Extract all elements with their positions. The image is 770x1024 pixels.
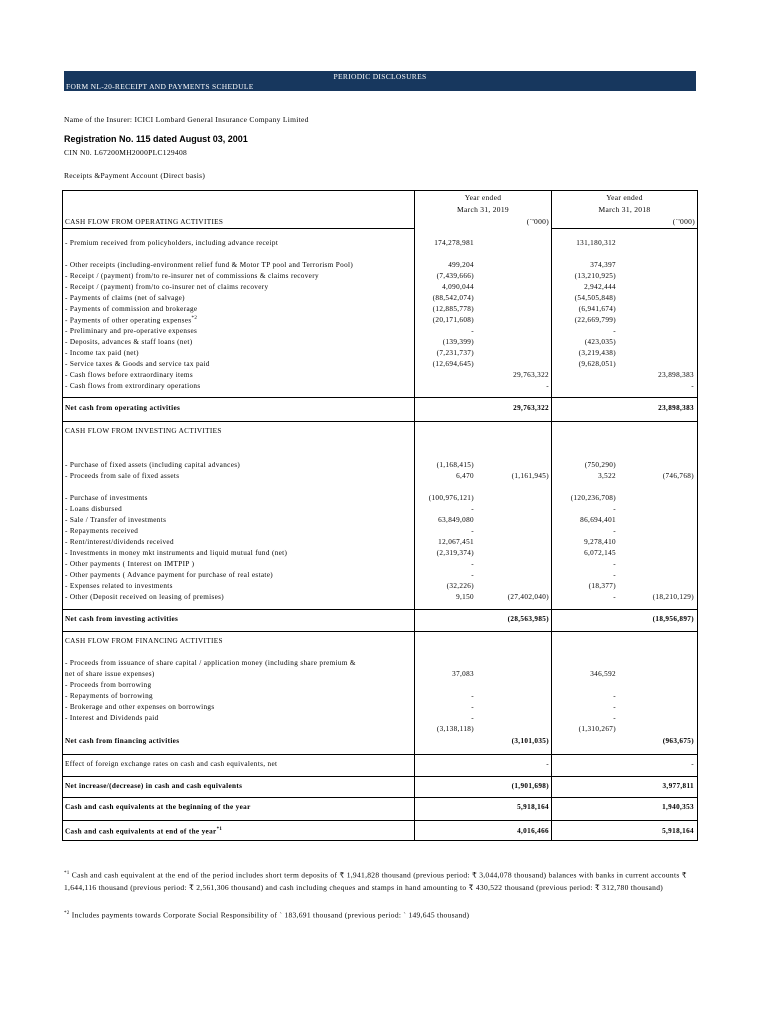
col-a-date: March 31, 2019 [457, 205, 509, 214]
cell-2018-total: 3,977,811 [662, 782, 694, 790]
table-row [63, 218, 697, 228]
cell-2019-detail: 4,090,044 [442, 283, 474, 291]
table-row [63, 782, 697, 792]
cell-2018-total: - [691, 760, 694, 768]
cell-2018-detail: (423,035) [584, 338, 616, 346]
cell-2018-detail: (9,628,051) [578, 360, 616, 368]
col-b-date: March 31, 2018 [598, 205, 651, 214]
footnote-2 [64, 908, 704, 922]
table-row [63, 505, 697, 515]
row-label: - Proceeds from issuance of share capital / application money (including share premium & [65, 659, 356, 667]
cell-2018-total: - [691, 382, 694, 390]
cell-2018-detail: 346,592 [590, 670, 616, 678]
cell-2019-total: (27,402,040) [507, 593, 549, 601]
table-row [63, 637, 697, 647]
row-label: Net cash from operating activities [65, 404, 181, 412]
row-label: - Repayments of borrowing [65, 692, 153, 700]
cell-2018-detail: 9,278,410 [584, 538, 616, 546]
col-b-unit: (`'000) [672, 217, 695, 226]
cell-2018-detail: (120,236,708) [570, 494, 616, 502]
cell-2019-detail: 37,083 [452, 670, 474, 678]
cell-2019-detail: - [471, 692, 474, 700]
row-label: - Loans disbursed [65, 505, 123, 513]
row-label: - Interest and Dividends paid [65, 714, 159, 722]
row-label: - Premium received from policyholders, including advance receipt [65, 239, 279, 247]
row-label: - Payments of claims (net of salvage) [65, 294, 185, 302]
cell-2019-detail: - [471, 571, 474, 579]
cell-2019-total: (3,101,035) [511, 737, 549, 745]
cell-2019-detail: (2,319,374) [436, 549, 474, 557]
cell-2019-detail: 63,849,080 [438, 516, 474, 524]
cell-2019-total: 29,763,322 [513, 371, 549, 379]
row-label: - Sale / Transfer of investments [65, 516, 167, 524]
table-row [63, 571, 697, 581]
cell-2018-total: 23,898,383 [658, 371, 694, 379]
cell-2018-detail: - [613, 527, 616, 535]
row-label: - Proceeds from sale of fixed assets [65, 472, 180, 480]
table-row [63, 582, 697, 592]
row-label: - Receipt / (payment) from/to co-insurer net of claims recovery [65, 283, 269, 291]
cin-number: CIN N0. L67200MH2000PLC129408 [64, 148, 188, 157]
table-row [63, 327, 697, 337]
cell-2018-total: (746,768) [662, 472, 694, 480]
footnote-mark: *2 [191, 316, 198, 321]
insurer-name: Name of the Insurer: ICICI Lombard General Insurance Company Limited [64, 115, 309, 124]
cell-2018-detail: - [613, 703, 616, 711]
cell-2018-detail: 3,522 [598, 472, 616, 480]
cell-2018-detail: (13,210,925) [574, 272, 616, 280]
footnote-1-mark: *1 [64, 871, 70, 876]
row-label: Net cash from financing activities [65, 737, 180, 745]
row-label: - Other receipts (including-environment relief fund & Motor TP pool and Terrorism Pool) [65, 261, 354, 269]
row-label: - Cash flows before extraordinary items [65, 371, 194, 379]
row-label: - Cash flows from extrordinary operations [65, 382, 201, 390]
cell-2018-total: (18,956,897) [652, 615, 694, 623]
cell-2019-detail: (100,976,121) [428, 494, 474, 502]
account-title: Receipts &Payment Account (Direct basis) [64, 171, 206, 180]
cell-2018-detail: 2,942,444 [584, 283, 616, 291]
cell-2018-detail: 131,180,312 [576, 239, 616, 247]
table-row [63, 261, 697, 271]
cell-2019-detail: - [471, 714, 474, 722]
table-row [63, 382, 697, 392]
receipts-payments-table [62, 190, 698, 841]
cell-2019-detail: (12,885,778) [432, 305, 474, 313]
row-label: Cash and cash equivalents at the beginning of the year [65, 803, 251, 811]
cell-2019-detail: 6,470 [456, 472, 474, 480]
table-row [63, 494, 697, 504]
cell-2019-total: 5,918,164 [517, 803, 549, 811]
table-row [63, 404, 697, 414]
row-label: - Income tax paid (net) [65, 349, 139, 357]
cell-2018-detail: 374,397 [590, 261, 616, 269]
row-label: net of share issue expenses) [65, 670, 155, 678]
row-label: - Investments in money mkt instruments and liquid mutual fund (net) [65, 549, 288, 557]
row-label: CASH FLOW FROM OPERATING ACTIVITIES [65, 218, 224, 226]
row-label: - Purchase of investments [65, 494, 148, 502]
cell-2019-detail: (88,542,074) [432, 294, 474, 302]
cell-2018-detail: - [613, 714, 616, 722]
cell-2018-total: 1,940,353 [662, 803, 694, 811]
cell-2019-detail: (7,439,666) [436, 272, 474, 280]
header-banner [64, 71, 696, 91]
table-row [63, 360, 697, 370]
table-row [63, 737, 697, 747]
table-row [63, 827, 697, 837]
table-row [63, 681, 697, 691]
cell-2018-detail: (3,219,438) [578, 349, 616, 357]
row-label: - Purchase of fixed assets (including capital advances) [65, 461, 241, 469]
cell-2018-detail: - [613, 593, 616, 601]
row-label: - Receipt / (payment) from/to re-insurer net of commissions & claims recovery [65, 272, 319, 280]
col-b-year: Year ended [606, 193, 643, 202]
row-label: - Repayments received [65, 527, 139, 535]
table-row [63, 725, 697, 735]
cell-2019-total: (28,563,985) [507, 615, 549, 623]
cell-2019-detail: 499,204 [448, 261, 474, 269]
cell-2019-total: (1,901,698) [511, 782, 549, 790]
row-label: - Other (Deposit received on leasing of premises) [65, 593, 225, 601]
table-row [63, 549, 697, 559]
row-label: Cash and cash equivalents at end of the year$^{*1}$ [65, 827, 223, 836]
footnote-2-mark: *2 [64, 911, 70, 916]
row-label: CASH FLOW FROM FINANCING ACTIVITIES [65, 637, 223, 645]
footnote-mark: *1 [216, 827, 223, 832]
table-row [63, 803, 697, 813]
cell-2019-detail: 9,150 [456, 593, 474, 601]
cell-2019-detail: (12,694,645) [432, 360, 474, 368]
cell-2019-detail: (32,226) [446, 582, 474, 590]
row-label: - Deposits, advances & staff loans (net) [65, 338, 193, 346]
row-label: - Proceeds from borrowing [65, 681, 152, 689]
table-row [63, 283, 697, 293]
cell-2018-detail: (6,941,674) [578, 305, 616, 313]
table-row [63, 538, 697, 548]
table-row [63, 516, 697, 526]
row-label: Net cash from investing activities [65, 615, 179, 623]
cell-2018-detail: - [613, 560, 616, 568]
cell-2018-detail: (22,669,799) [574, 316, 616, 324]
row-label: - Payments of other operating expenses$^{*2}$ [65, 316, 198, 325]
cell-2019-detail: (3,138,118) [436, 725, 474, 733]
banner-title: PERIODIC DISCLOSURES [333, 72, 427, 81]
row-label: - Preliminary and pre-operative expenses [65, 327, 198, 335]
row-label: - Payments of commission and brokerage [65, 305, 198, 313]
cell-2018-detail: (1,310,267) [578, 725, 616, 733]
cell-2019-total: - [546, 760, 549, 768]
table-row [63, 472, 697, 482]
cell-2019-detail: (1,168,415) [436, 461, 474, 469]
table-row [63, 461, 697, 471]
table-row [63, 760, 697, 770]
table-row [63, 615, 697, 625]
table-row [63, 239, 697, 249]
row-label: - Service taxes & Goods and service tax paid [65, 360, 210, 368]
cell-2019-total: 29,763,322 [513, 404, 549, 412]
table-row [63, 338, 697, 348]
table-row [63, 305, 697, 315]
cell-2019-detail: - [471, 505, 474, 513]
footnote-1-text: Cash and cash equivalent at the end of the period includes short term deposits of ₹ 1,941,828 thousand (previous period: ₹ 3,044,078 thousand) balances with banks in current accounts ₹ 1,644,116 thousand (previous period: ₹ 2,561,306 thousand) and cash including cheques and stamps in hand amounting to ₹ 430,522 thousand (previous period: ₹ 312,780 thousand) [64, 870, 687, 892]
row-label: - Rent/interest/dividends received [65, 538, 174, 546]
cell-2019-detail: - [471, 703, 474, 711]
cell-2019-detail: (7,231,737) [436, 349, 474, 357]
row-label: - Expenses related to investments [65, 582, 173, 590]
cell-2018-detail: - [613, 692, 616, 700]
cell-2018-detail: (18,377) [588, 582, 616, 590]
footnote-2-text: Includes payments towards Corporate Social Responsibility of ` 183,691 thousand (previous period: ` 149,645 thousand) [71, 910, 470, 920]
table-row [63, 527, 697, 537]
cell-2018-detail: 6,072,145 [584, 549, 616, 557]
table-row [63, 427, 697, 437]
table-row [63, 371, 697, 381]
row-label: Effect of foreign exchange rates on cash and cash equivalents, net [65, 760, 278, 768]
table-row [63, 659, 697, 669]
table-row [63, 703, 697, 713]
form-title: FORM NL-20-RECEIPT AND PAYMENTS SCHEDULE [66, 82, 254, 91]
cell-2019-detail: 174,278,981 [434, 239, 474, 247]
footnote-1 [64, 868, 704, 894]
col-a-unit: (`'000) [526, 217, 549, 226]
cell-2018-total: 5,918,164 [662, 827, 694, 835]
registration-number: Registration No. 115 dated August 03, 2001 [64, 134, 248, 144]
cell-2019-detail: - [471, 527, 474, 535]
cell-2018-detail: - [613, 505, 616, 513]
table-row [63, 294, 697, 304]
table-row [63, 560, 697, 570]
cell-2018-detail: 86,694,401 [580, 516, 616, 524]
row-label: Net increase/(decrease) in cash and cash equivalents [65, 782, 243, 790]
cell-2019-total: - [546, 382, 549, 390]
cell-2019-total: (1,161,945) [511, 472, 549, 480]
cell-2018-detail: - [613, 571, 616, 579]
table-row [63, 272, 697, 282]
table-row [63, 714, 697, 724]
row-label: - Other payments ( Interest on IMTPIP ) [65, 560, 195, 568]
cell-2019-total: 4,016,466 [517, 827, 549, 835]
cell-2018-detail: (54,505,848) [574, 294, 616, 302]
row-label: CASH FLOW FROM INVESTING ACTIVITIES [65, 427, 222, 435]
cell-2018-total: (18,210,129) [652, 593, 694, 601]
cell-2018-detail: (750,290) [584, 461, 616, 469]
cell-2019-detail: 12,067,451 [438, 538, 474, 546]
row-label: - Other payments ( Advance payment for purchase of real estate) [65, 571, 274, 579]
col-a-year: Year ended [464, 193, 502, 202]
cell-2018-detail: - [613, 327, 616, 335]
table-row [63, 692, 697, 702]
row-label: - Brokerage and other expenses on borrowings [65, 703, 215, 711]
table-row [63, 670, 697, 680]
cell-2019-detail: (139,399) [442, 338, 474, 346]
cell-2019-detail: (20,171,608) [432, 316, 474, 324]
cell-2019-detail: - [471, 560, 474, 568]
cell-2019-detail: - [471, 327, 474, 335]
table-row [63, 593, 697, 603]
table-row [63, 316, 697, 326]
table-row [63, 349, 697, 359]
cell-2018-total: 23,898,383 [658, 404, 694, 412]
cell-2018-total: (963,675) [662, 737, 694, 745]
